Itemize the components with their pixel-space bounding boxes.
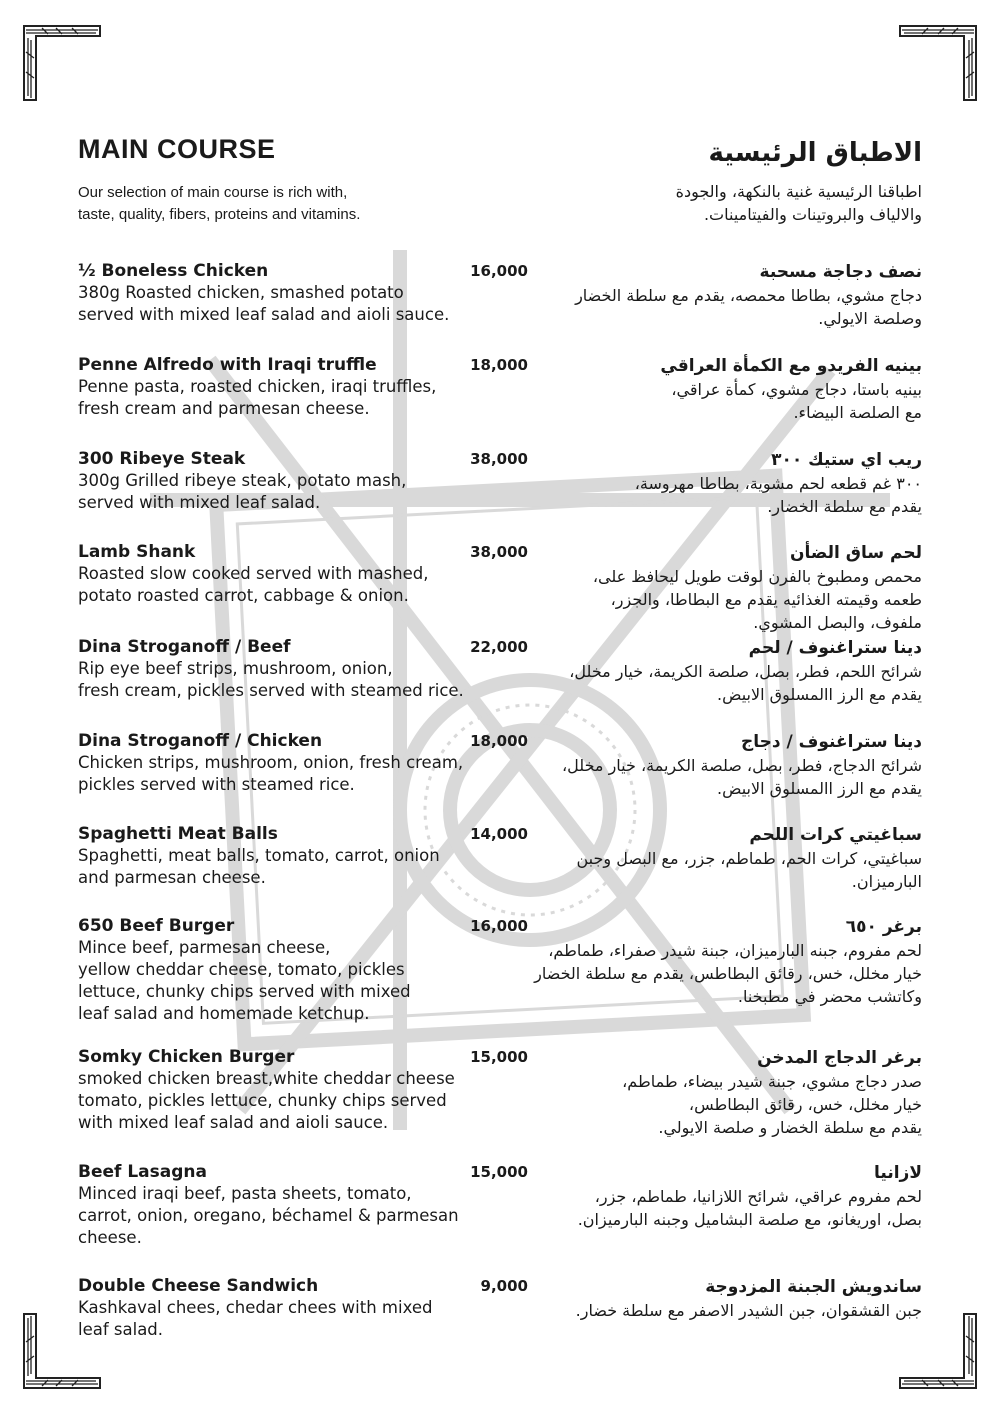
- item-english: [78, 730, 478, 796]
- description-line: شرائح الدجاج، فطر، بصل، صلصة الكريمة، خيار مخلل،: [562, 756, 922, 775]
- item-arabic: [502, 1275, 922, 1322]
- item-name-arabic: برغر الدجاج المدخن: [757, 1048, 922, 1068]
- menu-item: [0, 541, 1000, 631]
- menu-item: [0, 730, 1000, 820]
- item-description-arabic: [502, 847, 922, 893]
- description-line: Mince beef, parmesan cheese,: [78, 938, 331, 957]
- item-description-english: [78, 845, 478, 889]
- page-title-arabic: الاطباق الرئيسية: [708, 138, 922, 168]
- item-price: 16,000: [470, 262, 528, 280]
- description-line: محمص ومطبوخ بالفرن لوقت طويل ليحافظ على،: [592, 567, 922, 586]
- item-arabic: [502, 354, 922, 424]
- description-line: سباغيتي، كرات الحم، طماطم، جزر، مع البصل وجبن: [576, 849, 922, 868]
- intro-arabic-line: اطباقنا الرئيسية غنية بالنكهة، والجودة: [675, 182, 922, 201]
- item-name-arabic: لازانيا: [874, 1163, 922, 1183]
- description-line: fresh cream, pickles served with steamed rice.: [78, 681, 464, 700]
- item-english: [78, 1275, 478, 1341]
- description-line: 300g Grilled ribeye steak, potato mash,: [78, 471, 407, 490]
- item-name-english: ½ Boneless Chicken: [78, 261, 269, 281]
- description-line: tomato, pickles lettuce, chunky chips served: [78, 1091, 447, 1110]
- description-line: وكاتشب محضر في مطبخنا.: [737, 987, 922, 1006]
- item-english: [78, 260, 478, 326]
- description-line: smoked chicken breast,white cheddar cheese: [78, 1069, 455, 1088]
- item-english: [78, 354, 478, 420]
- description-line: carrot, onion, oregano, béchamel & parmesan: [78, 1206, 459, 1225]
- item-description-arabic: [502, 472, 922, 518]
- item-description-arabic: [502, 660, 922, 706]
- description-line: Rip eye beef strips, mushroom, onion,: [78, 659, 393, 678]
- item-name-arabic: دينا ستراغنوف / لحم: [748, 638, 922, 658]
- item-english: [78, 541, 478, 607]
- item-name-english: Dina Stroganoff / Beef: [78, 637, 291, 657]
- description-line: لحم مفروم، جبنه البارميزان، جبنة شيدر صفراء، طماطم،: [548, 941, 922, 960]
- item-description-arabic: [502, 939, 922, 1008]
- item-price: 9,000: [480, 1277, 528, 1295]
- description-line: البارميزان.: [851, 872, 922, 891]
- description-line: served with mixed leaf salad and aioli sauce.: [78, 305, 450, 324]
- item-arabic: [502, 1161, 922, 1231]
- intro-english: [78, 182, 458, 226]
- item-description-english: [78, 470, 478, 514]
- description-line: Minced iraqi beef, pasta sheets, tomato,: [78, 1184, 412, 1203]
- description-line: leaf salad and homemade ketchup.: [78, 1004, 370, 1023]
- description-line: جبن القشقوان، جبن الشيدر الاصفر مع سلطة خضار.: [575, 1301, 922, 1320]
- item-name-english: Double Cheese Sandwich: [78, 1276, 319, 1296]
- item-description-english: [78, 282, 478, 326]
- menu-item: [0, 823, 1000, 913]
- description-line: صدر دجاج مشوي، جبنة شيدر بيضاء، طماطم،: [622, 1072, 922, 1091]
- item-english: [78, 1161, 478, 1249]
- page-title-english: MAIN COURSE: [78, 134, 276, 164]
- description-line: Penne pasta, roasted chicken, iraqi truffles,: [78, 377, 437, 396]
- description-line: خيار مخلل، خس، رقائق البطاطس،: [688, 1095, 922, 1114]
- item-name-arabic: لحم ساق الضأن: [790, 543, 922, 563]
- description-line: يقدم مع الرز االمسلوق الابيض.: [717, 685, 922, 704]
- description-line: ملفوف، والبصل المشوي.: [753, 613, 922, 632]
- item-price: 15,000: [470, 1048, 528, 1066]
- description-line: Spaghetti, meat balls, tomato, carrot, onion: [78, 846, 440, 865]
- item-price: 38,000: [470, 450, 528, 468]
- item-price: 22,000: [470, 638, 528, 656]
- item-description-arabic: [502, 1185, 922, 1231]
- intro-arabic: [562, 180, 922, 226]
- menu-item: [0, 448, 1000, 538]
- item-description-english: [78, 937, 478, 1025]
- corner-ornament-top-right-icon: [898, 22, 978, 102]
- description-line: طعمه وقيمته الغذائيه يقدم مع البطاطا، والجزر،: [610, 590, 922, 609]
- description-line: دجاج مشوي، بطاطا محمصه، يقدم مع سلطة الخضار: [575, 286, 922, 305]
- item-description-arabic: [502, 284, 922, 330]
- item-description-english: [78, 1183, 478, 1249]
- intro-arabic-line: والالياف والبروتينات والفيتامينات.: [703, 205, 922, 224]
- description-line: served with mixed leaf salad.: [78, 493, 321, 512]
- description-line: يقدم مع سلطة الخضار.: [767, 497, 922, 516]
- description-line: and parmesan cheese.: [78, 868, 266, 887]
- item-name-arabic: سباغيتي كرات اللحم: [749, 825, 922, 845]
- description-line: cheese.: [78, 1228, 142, 1247]
- description-line: وصلصة الايولي.: [818, 309, 922, 328]
- item-arabic: [502, 448, 922, 518]
- item-name-arabic: ريب اي ستيك ٣٠٠: [771, 450, 922, 470]
- item-price: 18,000: [470, 732, 528, 750]
- item-arabic: [502, 823, 922, 893]
- item-price: 38,000: [470, 543, 528, 561]
- item-arabic: [502, 730, 922, 800]
- description-line: Kashkaval chees, chedar chees with mixed: [78, 1298, 433, 1317]
- item-description-arabic: [502, 378, 922, 424]
- item-price: 18,000: [470, 356, 528, 374]
- description-line: lettuce, chunky chips served with mixed: [78, 982, 411, 1001]
- description-line: yellow cheddar cheese, tomato, pickles: [78, 960, 405, 979]
- item-arabic: [502, 541, 922, 634]
- item-name-english: 650 Beef Burger: [78, 916, 235, 936]
- description-line: Roasted slow cooked served with mashed,: [78, 564, 429, 583]
- item-description-arabic: [502, 1299, 922, 1322]
- description-line: fresh cream and parmesan cheese.: [78, 399, 370, 418]
- item-arabic: [502, 1046, 922, 1139]
- intro-english-line: taste, quality, fibers, proteins and vitamins.: [78, 206, 361, 223]
- item-price: 15,000: [470, 1163, 528, 1181]
- menu-item: [0, 1161, 1000, 1251]
- description-line: لحم مفروم عراقي، شرائح اللازانيا، طماطم، جزر،: [594, 1187, 922, 1206]
- description-line: يقدم مع الرز االمسلوق الابيض.: [717, 779, 922, 798]
- item-name-english: Penne Alfredo with Iraqi truffle: [78, 355, 377, 375]
- item-arabic: [502, 260, 922, 330]
- description-line: خيار مخلل، خس، رقائق البطاطس، يقدم مع سلطة الخضار: [534, 964, 922, 983]
- item-english: [78, 1046, 478, 1134]
- description-line: pickles served with steamed rice.: [78, 775, 355, 794]
- item-name-english: Beef Lasagna: [78, 1162, 207, 1182]
- item-price: 16,000: [470, 917, 528, 935]
- item-description-arabic: [502, 754, 922, 800]
- item-english: [78, 823, 478, 889]
- item-name-english: Somky Chicken Burger: [78, 1047, 295, 1067]
- description-line: leaf salad.: [78, 1320, 164, 1339]
- item-name-arabic: ساندويش الجبنة المزدوجة: [705, 1277, 922, 1297]
- intro-english-line: Our selection of main course is rich with,: [78, 184, 348, 201]
- item-description-english: [78, 752, 478, 796]
- item-description-english: [78, 563, 478, 607]
- item-description-english: [78, 1068, 478, 1134]
- description-line: يقدم مع سلطة الخضار و صلصة الايولي.: [658, 1118, 922, 1137]
- item-description-english: [78, 1297, 478, 1341]
- description-line: Chicken strips, mushroom, onion, fresh cream,: [78, 753, 464, 772]
- item-english: [78, 636, 478, 702]
- description-line: ٣٠٠ غم قطعه لحم مشوية، بطاطا مهروسة،: [634, 474, 922, 493]
- description-line: مع الصلصة البيضاء.: [793, 403, 922, 422]
- menu-item: [0, 354, 1000, 444]
- item-arabic: [502, 636, 922, 706]
- item-arabic: [502, 915, 922, 1008]
- item-name-arabic: نصف دجاجة مسحبة: [759, 262, 922, 282]
- description-line: potato roasted carrot, cabbage & onion.: [78, 586, 409, 605]
- menu-item: [0, 1275, 1000, 1365]
- description-line: with mixed leaf salad and aioli sauce.: [78, 1113, 389, 1132]
- item-price: 14,000: [470, 825, 528, 843]
- item-name-english: Spaghetti Meat Balls: [78, 824, 278, 844]
- item-name-arabic: برغر ٦٥٠: [845, 917, 922, 937]
- description-line: بصل، اوريغانو، مع صلصة البشاميل وجبنه البارميزان.: [577, 1210, 922, 1229]
- item-name-english: Dina Stroganoff / Chicken: [78, 731, 323, 751]
- item-description-english: [78, 658, 478, 702]
- description-line: 380g Roasted chicken, smashed potato: [78, 283, 404, 302]
- item-name-english: 300 Ribeye Steak: [78, 449, 246, 469]
- item-description-arabic: [502, 565, 922, 634]
- item-name-english: Lamb Shank: [78, 542, 196, 562]
- menu-item: [0, 260, 1000, 350]
- menu-item: [0, 1046, 1000, 1136]
- description-line: شرائح اللحم، فطر، بصل، صلصة الكريمة، خيار مخلل،: [569, 662, 922, 681]
- item-description-english: [78, 376, 478, 420]
- item-name-arabic: دينا ستراغنوف / دجاج: [740, 732, 922, 752]
- corner-ornament-top-left-icon: [22, 22, 102, 102]
- item-english: [78, 448, 478, 514]
- item-description-arabic: [502, 1070, 922, 1139]
- menu-item: [0, 636, 1000, 726]
- description-line: بينيه باستا، دجاج مشوي، كمأة عراقي،: [671, 380, 922, 399]
- item-name-arabic: بينيه الفريدو مع الكمأة العراقي: [660, 356, 922, 376]
- item-english: [78, 915, 478, 1025]
- menu-item: [0, 915, 1000, 1023]
